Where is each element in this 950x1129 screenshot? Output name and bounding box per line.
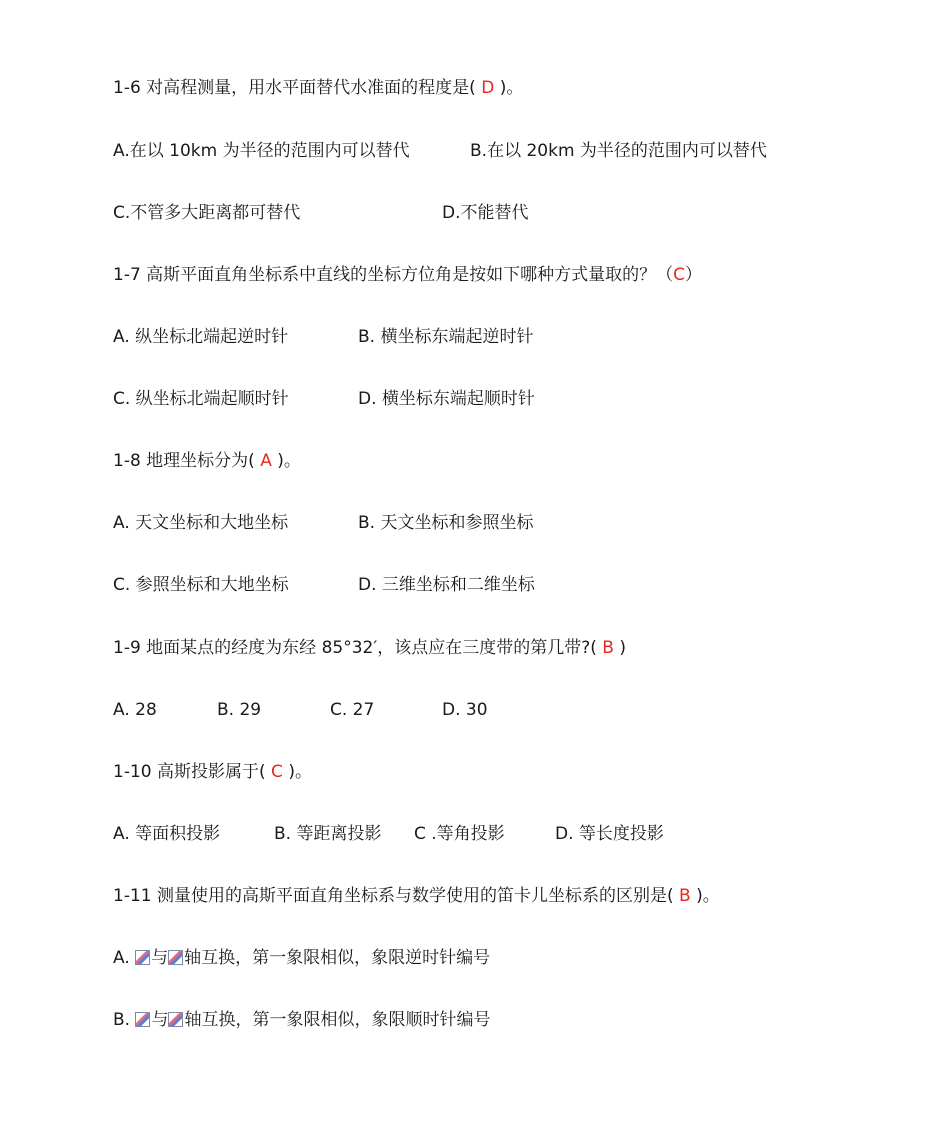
option-c: C .等角投影 [414,824,505,844]
question-stem: 1-9 地面某点的经度为东经 85°32′，该点应在三度带的第几带?( [113,638,597,658]
answer: D [475,78,500,98]
question-stem: 1-6 对高程测量，用水平面替代水准面的程度是( [113,78,476,98]
option-c: C. 27 [330,700,375,720]
option-a-connector: 与 [151,948,169,968]
question-stem: 1-7 高斯平面直角坐标系中直线的坐标方位角是按如下哪种方式量取的？（ [113,265,674,285]
broken-image-icon [168,950,183,965]
answer: C [673,265,686,285]
options-row-1-6-cd [113,201,813,225]
answer: B [673,886,697,906]
option-d: D. 30 [442,700,488,720]
option-b: B. 天文坐标和参照坐标 [358,513,534,533]
options-row-1-7-cd [113,387,813,411]
option-d: D. 三维坐标和二维坐标 [358,575,535,595]
option-b-row-1-11 [113,1008,490,1032]
option-c: C. 纵坐标北端起顺时针 [113,389,289,409]
option-a: A. 等面积投影 [113,824,221,844]
option-b: B. 29 [217,700,262,720]
options-row-1-8-cd [113,573,813,597]
question-stem-end: )。 [499,78,524,98]
option-c: C.不管多大距离都可替代 [113,203,301,223]
option-a: A. 28 [113,700,157,720]
question-stem: 1-10 高斯投影属于( [113,762,266,782]
answer: B [596,638,620,658]
question-1-10 [113,760,312,784]
broken-image-icon [168,1012,183,1027]
option-b: B. 等距离投影 [274,824,382,844]
option-a-text: 轴互换，第一象限相似，象限逆时针编号 [184,948,491,968]
option-a: A. 纵坐标北端起逆时针 [113,327,289,347]
question-1-6 [113,76,523,100]
option-d: D. 横坐标东端起顺时针 [358,389,535,409]
question-1-7 [113,263,702,287]
question-stem: 1-8 地理坐标分为( [113,451,255,471]
question-stem-end: )。 [277,451,301,471]
option-a-label: A. [113,948,136,968]
option-a: A.在以 10km 为半径的范围内可以替代 [113,141,410,161]
question-1-9 [113,636,626,660]
options-row-1-10 [113,822,813,846]
answer: A [254,451,278,471]
question-stem-end: )。 [288,762,312,782]
options-row-1-6-ab [113,139,813,163]
option-d: D. 等长度投影 [555,824,664,844]
question-1-8 [113,449,301,473]
option-b-label: B. [113,1010,136,1030]
answer: C [265,762,289,782]
option-a-row-1-11 [113,946,490,970]
option-c: C. 参照坐标和大地坐标 [113,575,289,595]
option-a: A. 天文坐标和大地坐标 [113,513,289,533]
option-d: D.不能替代 [442,203,529,223]
question-stem-end: ) [619,638,626,658]
question-1-11 [113,884,720,908]
broken-image-icon [135,950,150,965]
option-b-text: 轴互换，第一象限相似，象限顺时针编号 [184,1010,491,1030]
options-row-1-7-ab [113,325,813,349]
question-stem: 1-11 测量使用的高斯平面直角坐标系与数学使用的笛卡儿坐标系的区别是( [113,886,674,906]
options-row-1-9 [113,698,813,722]
question-stem-end: ） [685,265,703,285]
options-row-1-8-ab [113,511,813,535]
broken-image-icon [135,1012,150,1027]
question-stem-end: )。 [696,886,720,906]
option-b: B. 横坐标东端起逆时针 [358,327,534,347]
option-b-connector: 与 [151,1010,169,1030]
option-b: B.在以 20km 为半径的范围内可以替代 [470,141,767,161]
